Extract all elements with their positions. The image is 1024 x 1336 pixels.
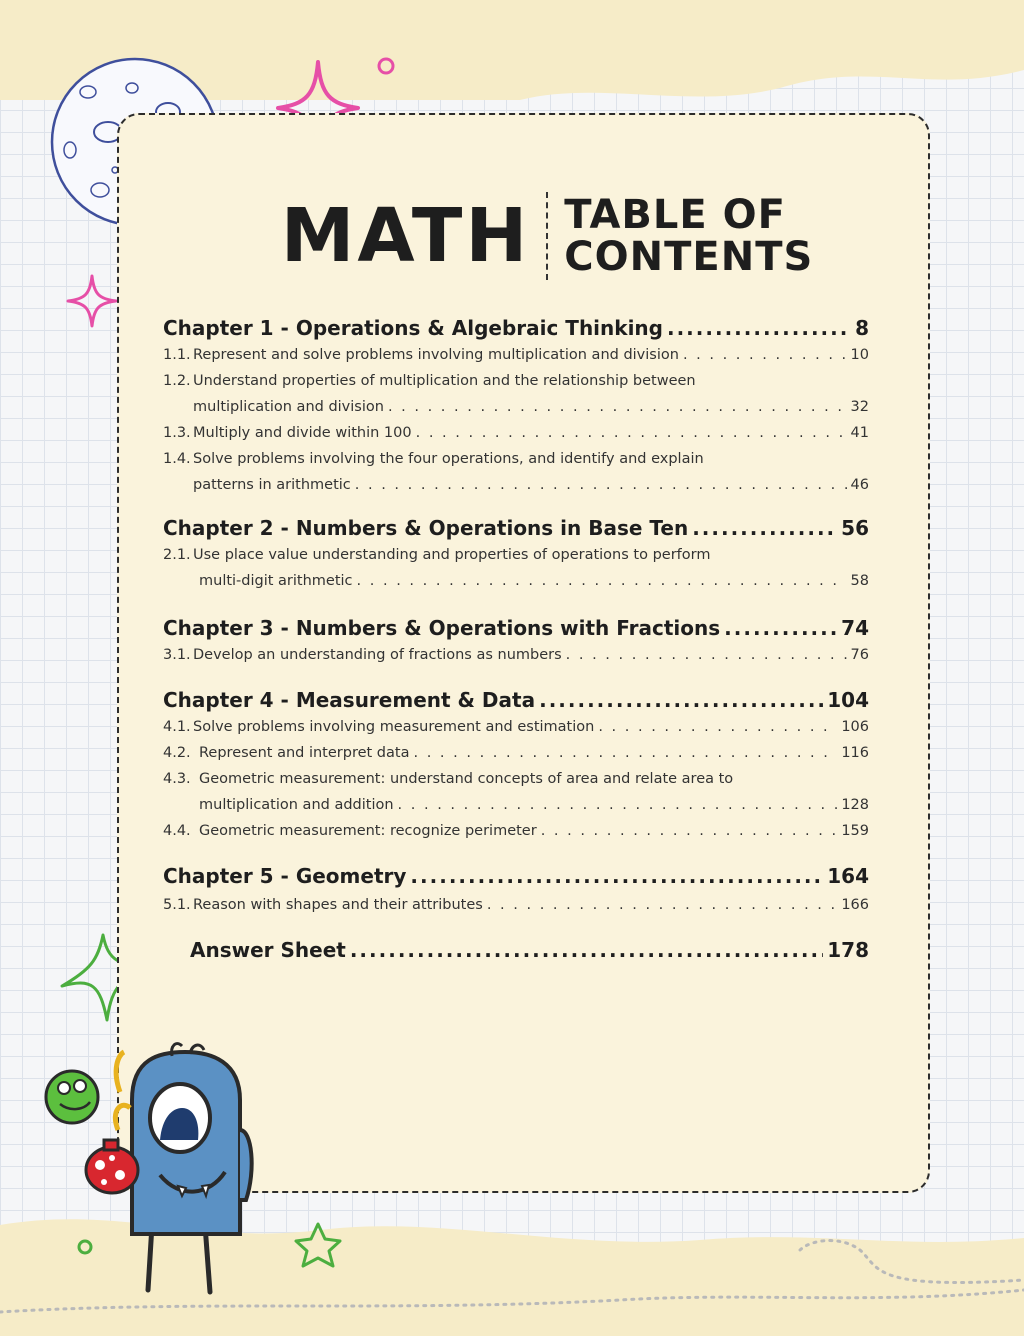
section-number: 5.1. bbox=[163, 897, 191, 913]
chapter-label: Chapter 4 - Measurement & Data bbox=[163, 688, 536, 712]
toc-heading-line1: TABLE OF bbox=[564, 192, 786, 238]
answer-sheet-heading[interactable] bbox=[190, 938, 869, 962]
section-list bbox=[163, 642, 869, 668]
section-number: 4.4. bbox=[163, 823, 191, 839]
section-number: 3.1. bbox=[163, 647, 191, 663]
section-page: 41 bbox=[850, 425, 869, 441]
section-text: Solve problems involving the four operations, and identify and explain bbox=[193, 451, 704, 467]
section-item[interactable] bbox=[163, 766, 869, 818]
section-number: 4.3. bbox=[163, 771, 191, 787]
chapter-block bbox=[163, 864, 869, 918]
toc-heading-line2: CONTENTS bbox=[564, 234, 814, 280]
section-page: 116 bbox=[841, 745, 869, 761]
page-title bbox=[0, 192, 1024, 280]
section-number: 2.1. bbox=[163, 547, 191, 563]
monster-icon bbox=[132, 1044, 252, 1292]
answer-sheet-page: 178 bbox=[827, 938, 869, 962]
chapter-page: 104 bbox=[827, 688, 869, 712]
section-item[interactable] bbox=[163, 642, 869, 668]
leader-dots bbox=[350, 938, 823, 962]
section-text-continued: multi-digit arithmetic bbox=[199, 573, 353, 589]
section-page: 159 bbox=[841, 823, 869, 839]
chapter-label: Chapter 3 - Numbers & Operations with Fractions bbox=[163, 616, 721, 640]
section-list bbox=[163, 714, 869, 844]
section-text-continued: multiplication and division bbox=[193, 399, 384, 415]
answer-sheet-block bbox=[163, 938, 869, 962]
leader-dots bbox=[724, 616, 837, 640]
leader-dots bbox=[667, 316, 851, 340]
title-divider bbox=[546, 192, 548, 280]
section-text: Multiply and divide within 100 bbox=[193, 425, 412, 441]
chapter-heading[interactable] bbox=[163, 616, 869, 640]
leader-dots bbox=[487, 892, 837, 918]
section-list bbox=[163, 542, 869, 594]
section-text-continued: patterns in arithmetic bbox=[193, 477, 351, 493]
leader-dots bbox=[357, 568, 847, 594]
answer-sheet-label: Answer Sheet bbox=[190, 938, 346, 962]
leader-dots bbox=[413, 740, 837, 766]
section-text: Understand properties of multiplication and the relationship between bbox=[193, 373, 696, 389]
section-item[interactable] bbox=[163, 368, 869, 420]
leader-dots bbox=[410, 864, 823, 888]
section-item[interactable] bbox=[163, 420, 869, 446]
section-page: 32 bbox=[850, 399, 869, 415]
leader-dots bbox=[398, 792, 838, 818]
section-text: Geometric measurement: understand concepts of area and relate area to bbox=[199, 771, 734, 787]
chapter-block bbox=[163, 316, 869, 498]
leader-dots bbox=[598, 714, 837, 740]
section-number: 1.3. bbox=[163, 425, 191, 441]
chapter-block bbox=[163, 616, 869, 668]
section-text: Use place value understanding and properties of operations to perform bbox=[193, 547, 711, 563]
chapter-label: Chapter 1 - Operations & Algebraic Thinking bbox=[163, 316, 663, 340]
section-item[interactable] bbox=[163, 892, 869, 918]
leader-dots bbox=[355, 472, 847, 498]
chapter-page: 56 bbox=[841, 516, 869, 540]
leader-dots bbox=[388, 394, 847, 420]
leader-dots bbox=[539, 688, 823, 712]
section-page: 10 bbox=[850, 347, 869, 363]
section-number: 4.2. bbox=[163, 745, 191, 761]
chapter-heading[interactable] bbox=[163, 864, 869, 888]
chapter-heading[interactable] bbox=[163, 516, 869, 540]
section-item[interactable] bbox=[163, 342, 869, 368]
section-number: 1.1. bbox=[163, 347, 191, 363]
chapter-heading[interactable] bbox=[163, 688, 869, 712]
section-item[interactable] bbox=[163, 740, 869, 766]
toc-heading bbox=[564, 194, 813, 278]
chapter-page: 8 bbox=[855, 316, 869, 340]
leader-dots bbox=[541, 818, 838, 844]
leader-dots bbox=[566, 642, 847, 668]
section-page: 128 bbox=[841, 797, 869, 813]
flower-icon bbox=[46, 1052, 138, 1193]
section-list bbox=[163, 892, 869, 918]
chapter-label: Chapter 2 - Numbers & Operations in Base Ten bbox=[163, 516, 689, 540]
table-of-contents bbox=[163, 316, 869, 962]
chapter-block bbox=[163, 516, 869, 594]
chapter-page: 74 bbox=[841, 616, 869, 640]
section-text: Geometric measurement: recognize perimeter bbox=[199, 823, 537, 839]
section-number: 1.2. bbox=[163, 373, 191, 389]
section-number: 4.1. bbox=[163, 719, 191, 735]
subject-title: MATH bbox=[280, 193, 531, 279]
chapter-heading[interactable] bbox=[163, 316, 869, 340]
section-item[interactable] bbox=[163, 542, 869, 594]
section-page: 58 bbox=[850, 573, 869, 589]
section-page: 166 bbox=[841, 897, 869, 913]
section-item[interactable] bbox=[163, 446, 869, 498]
section-text: Represent and solve problems involving multiplication and division bbox=[193, 347, 679, 363]
section-page: 106 bbox=[841, 719, 869, 735]
section-page: 46 bbox=[850, 477, 869, 493]
chapter-block bbox=[163, 688, 869, 844]
chapter-page: 164 bbox=[827, 864, 869, 888]
leader-dots bbox=[692, 516, 837, 540]
section-text: Develop an understanding of fractions as numbers bbox=[193, 647, 562, 663]
section-item[interactable] bbox=[163, 714, 869, 740]
section-list bbox=[163, 342, 869, 498]
section-text: Reason with shapes and their attributes bbox=[193, 897, 483, 913]
section-page: 76 bbox=[850, 647, 869, 663]
section-text-continued: multiplication and addition bbox=[199, 797, 394, 813]
section-number: 1.4. bbox=[163, 451, 191, 467]
leader-dots bbox=[416, 420, 847, 446]
section-text: Represent and interpret data bbox=[199, 745, 410, 761]
section-item[interactable] bbox=[163, 818, 869, 844]
chapter-label: Chapter 5 - Geometry bbox=[163, 864, 407, 888]
leader-dots bbox=[683, 342, 847, 368]
section-text: Solve problems involving measurement and estimation bbox=[193, 719, 595, 735]
